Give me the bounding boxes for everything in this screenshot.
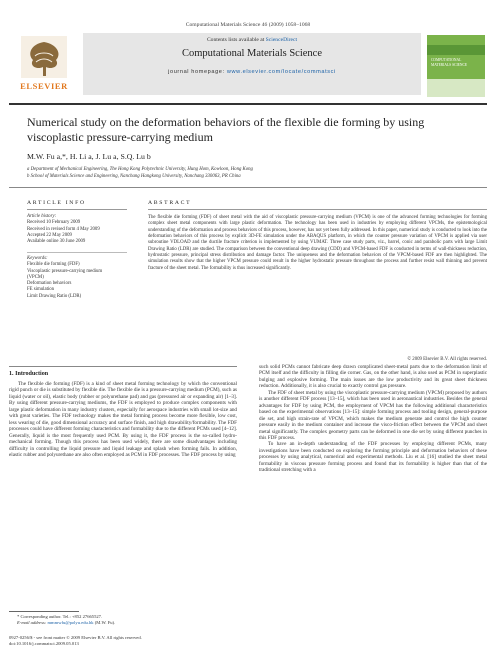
cover-title: COMPUTATIONAL MATERIALS SCIENCE [431, 58, 468, 67]
contents-line [83, 37, 421, 43]
journal-homepage [83, 69, 421, 75]
issn-block [9, 635, 309, 647]
body-paragraph: To have an in-depth understanding of the FDF processes by employing different PCMs, many investigations have been conducted on exploring the forming principle and deformation behaviors of these processes by using analytical, numerical and experimental methods. Liu et al. [16] studied the sheet metal formability in viscous pressure forming process and found that its formability is higher than that of the traditional stretching with a [259, 441, 487, 474]
keyword-item: Viscoplastic pressure-carrying medium [27, 268, 103, 274]
article-title: Numerical study on the deformation behaviors of the flexible die forming by using viscoplastic pressure-carrying medium [27, 115, 425, 144]
journal-reference: Computational Materials Science 46 (2009) 1058–1068 [185, 22, 311, 28]
keyword-item: Limit Drawing Ratio (LDR) [27, 293, 82, 299]
history-item: Available online 30 June 2009 [27, 239, 86, 245]
body-column-right [259, 364, 487, 474]
abstract-heading: ABSTRACT [148, 200, 192, 206]
article-history [27, 214, 127, 245]
article-authors: M.W. Fu a,*, H. Li a, J. Lu a, S.Q. Lu b [27, 152, 151, 161]
footnote-divider [9, 611, 79, 612]
homepage-link[interactable]: www.elsevier.com/locate/commatsci [226, 69, 336, 75]
keyword-item: Deformation behaviors [27, 281, 72, 287]
body-paragraph: such solid PCMs cannot fabricate deep drawn complicated sheet-metal parts due to the deformation limit of PCM itself and the difficulty in filling die corner. Gas, on the other hand, is also used as PCM in superplastic bulging and explosive forming. The main issues are the low productivity and its great sheet thickness reduction. Additionally, it is also crucial to exactly control gas pressure. [259, 364, 487, 390]
affiliation-divider [9, 187, 487, 188]
history-item: Received in revised form 4 May 2009 [27, 226, 100, 232]
corresponding-author-note: * Corresponding author. Tel.: +852 27665527. [17, 614, 103, 619]
elsevier-tree-icon [21, 36, 67, 78]
affiliation-a: a Department of Mechanical Engineering, The Hong Kong Polytechnic University, Hung Hom, Kowloon, Hong Kong [27, 167, 253, 172]
keywords-label: Keywords: [27, 256, 48, 261]
journal-banner [9, 33, 487, 101]
body-paragraph: The FDF of sheet metal by using the viscoplastic pressure-carrying medium (VPCM) proposed by authors is another different FDF process [13–15], which has been used in aeronautical industries. Besides the general advantages for FDF by using PCM, the employment of VPCM has the following additional characteristics based on the experimental observations [13–15]: simple forming process and tooling design, general-purpose die set, and high strain-rate of VPCM, which makes the medium generate and control the high counter pressure easily in the medium container and increase the visco-friction effect between the VPCM and sheet metal significantly. The complex geometry parts can be deformed in one die set by using different punches in this FDF process. [259, 389, 487, 441]
keywords-divider [27, 252, 127, 253]
history-item: Received 10 February 2009 [27, 220, 81, 226]
body-divider [9, 366, 237, 367]
homepage-prefix: journal homepage: [168, 69, 225, 75]
publisher-logo[interactable] [9, 33, 79, 97]
keywords [27, 256, 127, 300]
journal-cover[interactable] [427, 35, 485, 97]
journal-title: Computational Materials Science [182, 48, 322, 59]
email-link[interactable]: mmmwfu@polyu.edu.hk [47, 620, 94, 625]
email-label: E-mail address: [17, 620, 47, 625]
contents-prefix: Contents lists available at [206, 37, 265, 43]
section-heading-introduction: 1. Introduction [9, 371, 49, 377]
email-line [17, 620, 237, 626]
history-item: Accepted 22 May 2009 [27, 232, 72, 238]
journal-info-panel [83, 33, 421, 95]
keyword-item: Flexible die forming (FDF) [27, 262, 80, 268]
keyword-item: FE simulation [27, 287, 55, 293]
cover-band [427, 79, 485, 97]
body-column-left [9, 381, 237, 458]
issn-line: 0927-0256/$ - see front matter © 2009 Elsevier B.V. All rights reserved. [9, 635, 142, 640]
affiliation-b: b School of Materials Science and Engineering, Nanchang Hangkong University, Nanchang 330063, PR China [27, 173, 241, 179]
article-info-heading: ARTICLE INFO [27, 200, 86, 206]
abstract-divider [148, 209, 487, 210]
keyword-item: (VPCM) [27, 274, 44, 280]
info-divider [27, 209, 127, 210]
header-divider [9, 103, 487, 105]
footnote [17, 614, 237, 626]
email-owner: (M.W. Fu). [94, 620, 116, 625]
doi-line[interactable]: doi:10.1016/j.commatsci.2009.05.013 [9, 641, 79, 646]
sciencedirect-link[interactable]: ScienceDirect [265, 37, 298, 43]
abstract-copyright: © 2009 Elsevier B.V. All rights reserved. [407, 357, 487, 362]
abstract-text: The flexible die forming (FDF) of sheet metal with the aid of viscoplastic pressure-carrying medium (VPCM) is one of the advanced forming technologies for forming complex sheet metal components with large plastic deformation. The technology has been used in industries by employing different VPCMs, the epistemological understanding of the deformation and process behaviors of this process, however, has not yet been fully addressed. In this paper, numerical study is conducted to look into the deformation behaviors of this process by explicit 3D-FE simulation under the ABAQUS platform, in which the counter pressure variation of VPCM is applied via user subroutine VDLOAD and the ductile fracture criterion is implemented by using VUMAT. Three case study parts, viz., barrel, conic and parabolic parts with large Limit Drawing Ratio (LDR) are studied. The comparison between the conventional deep drawing (CDD) and VPCM-based FDF is conducted in terms of wall-thickness reduction, hydrostatic pressure, principal stress distribution and damage factor. The uniqueness and the deformation behaviors of the VPCM-based FDF are then highlighted. The simulation results show that the higher VPCM pressure could result in the higher hydrostatic pressure throughout the process and further resist wall thinning and prevent fracture of the sheet metal. The formability is thus increased significantly. [148, 215, 487, 271]
body-paragraph: The flexible die forming (FDF) is a kind of sheet metal forming technology by which the conventional rigid punch or die is substituted by flexible die. The flexible die is a pressure-carrying medium (PCM), such as liquid (water or oil), elastic body (rubber or polyurethane pad) and gas (pressured air or expanding air) [1–3]. By using different pressure-carrying mediums, the FDF is employed to produce complex components with large plastic deformation in many industry clusters, especially for aerospace industries with small lot-size and with great varieties. The FDF technology makes the metal forming process become more flexible, low cost, less wearing of die, good dimensional accuracy and surface finish, and high drawability/formability. The FDF processes could have different forming characteristics and formability due to the different PCMs used [4–12]. Generally, liquid is the most frequently used PCM. By using it, the FDF process is the so-called hydro-mechanical forming. Though this process has been used widely, there are some disadvantages including difficulty in controlling the liquid pressure and liquid leakage and splash when forming fails. In addition, elastic rubber and polyurethane are also often employed as PCM in FDF processes. The FDF process by using [9, 381, 237, 458]
publisher-name: ELSEVIER [20, 81, 68, 91]
cover-stripe [427, 45, 485, 55]
history-label: Article history: [27, 214, 57, 219]
